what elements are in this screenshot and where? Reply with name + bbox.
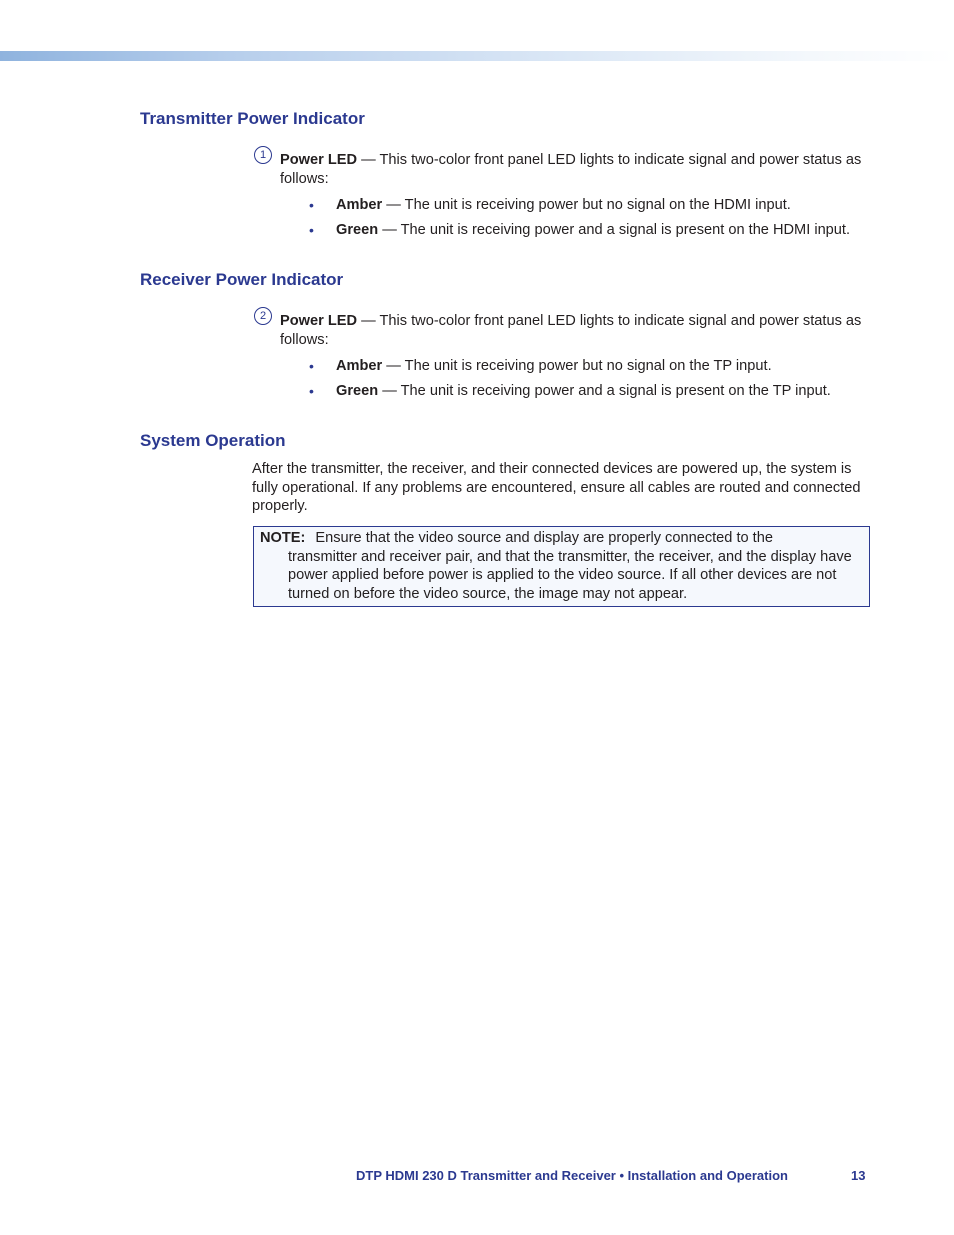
- callout-1-icon: 1: [254, 146, 272, 164]
- bullet-label: Amber: [336, 358, 383, 374]
- bullet-icon: •: [309, 358, 314, 374]
- bullet-icon: •: [309, 383, 314, 399]
- section-heading-transmitter: Transmitter Power Indicator: [140, 109, 365, 128]
- list-item: [336, 357, 772, 376]
- bullet-label: Green: [336, 222, 379, 238]
- bullet-text: — The unit is receiving power and a signal is present on the HDMI input.: [378, 222, 851, 238]
- section-heading-system-operation: System Operation: [140, 431, 286, 450]
- note-continuation: transmitter and receiver pair, and that the transmitter, the receiver, and the display have power applied before power is applied to the video source. If all other devices are not turned on before the video source, the image may not appear.: [288, 548, 852, 602]
- led-text: — This two-color front panel LED lights to indicate signal and power status as follows:: [280, 313, 862, 348]
- transmitter-led-description: [280, 151, 875, 188]
- bullet-text: — The unit is receiving power and a signal is present on the TP input.: [378, 383, 831, 399]
- bullet-icon: •: [309, 197, 314, 213]
- note-body: [260, 529, 860, 603]
- note-first-line: Ensure that the video source and display are properly connected to the: [315, 530, 773, 546]
- bullet-text: — The unit is receiving power but no signal on the HDMI input.: [382, 197, 791, 213]
- footer-title: DTP HDMI 230 D Transmitter and Receiver • Installation and Operation: [356, 1168, 788, 1183]
- note-box: [253, 526, 870, 607]
- led-text: — This two-color front panel LED lights to indicate signal and power status as follows:: [280, 152, 862, 187]
- header-bar: [0, 51, 954, 61]
- bullet-text: — The unit is receiving power but no signal on the TP input.: [382, 358, 772, 374]
- list-item: [336, 382, 831, 401]
- receiver-led-description: [280, 312, 875, 349]
- led-label: Power LED: [280, 313, 358, 329]
- note-label: NOTE:: [260, 530, 306, 546]
- bullet-icon: •: [309, 222, 314, 238]
- page-number: 13: [851, 1168, 866, 1183]
- led-label: Power LED: [280, 152, 358, 168]
- list-item: [336, 196, 791, 215]
- system-operation-paragraph: After the transmitter, the receiver, and their connected devices are powered up, the system is fully operational. If any problems are encountered, ensure all cables are routed and connected properly.: [252, 461, 861, 515]
- list-item: [336, 221, 850, 240]
- bullet-label: Green: [336, 383, 379, 399]
- bullet-label: Amber: [336, 197, 383, 213]
- section-heading-receiver: Receiver Power Indicator: [140, 270, 344, 289]
- callout-2-icon: 2: [254, 307, 272, 325]
